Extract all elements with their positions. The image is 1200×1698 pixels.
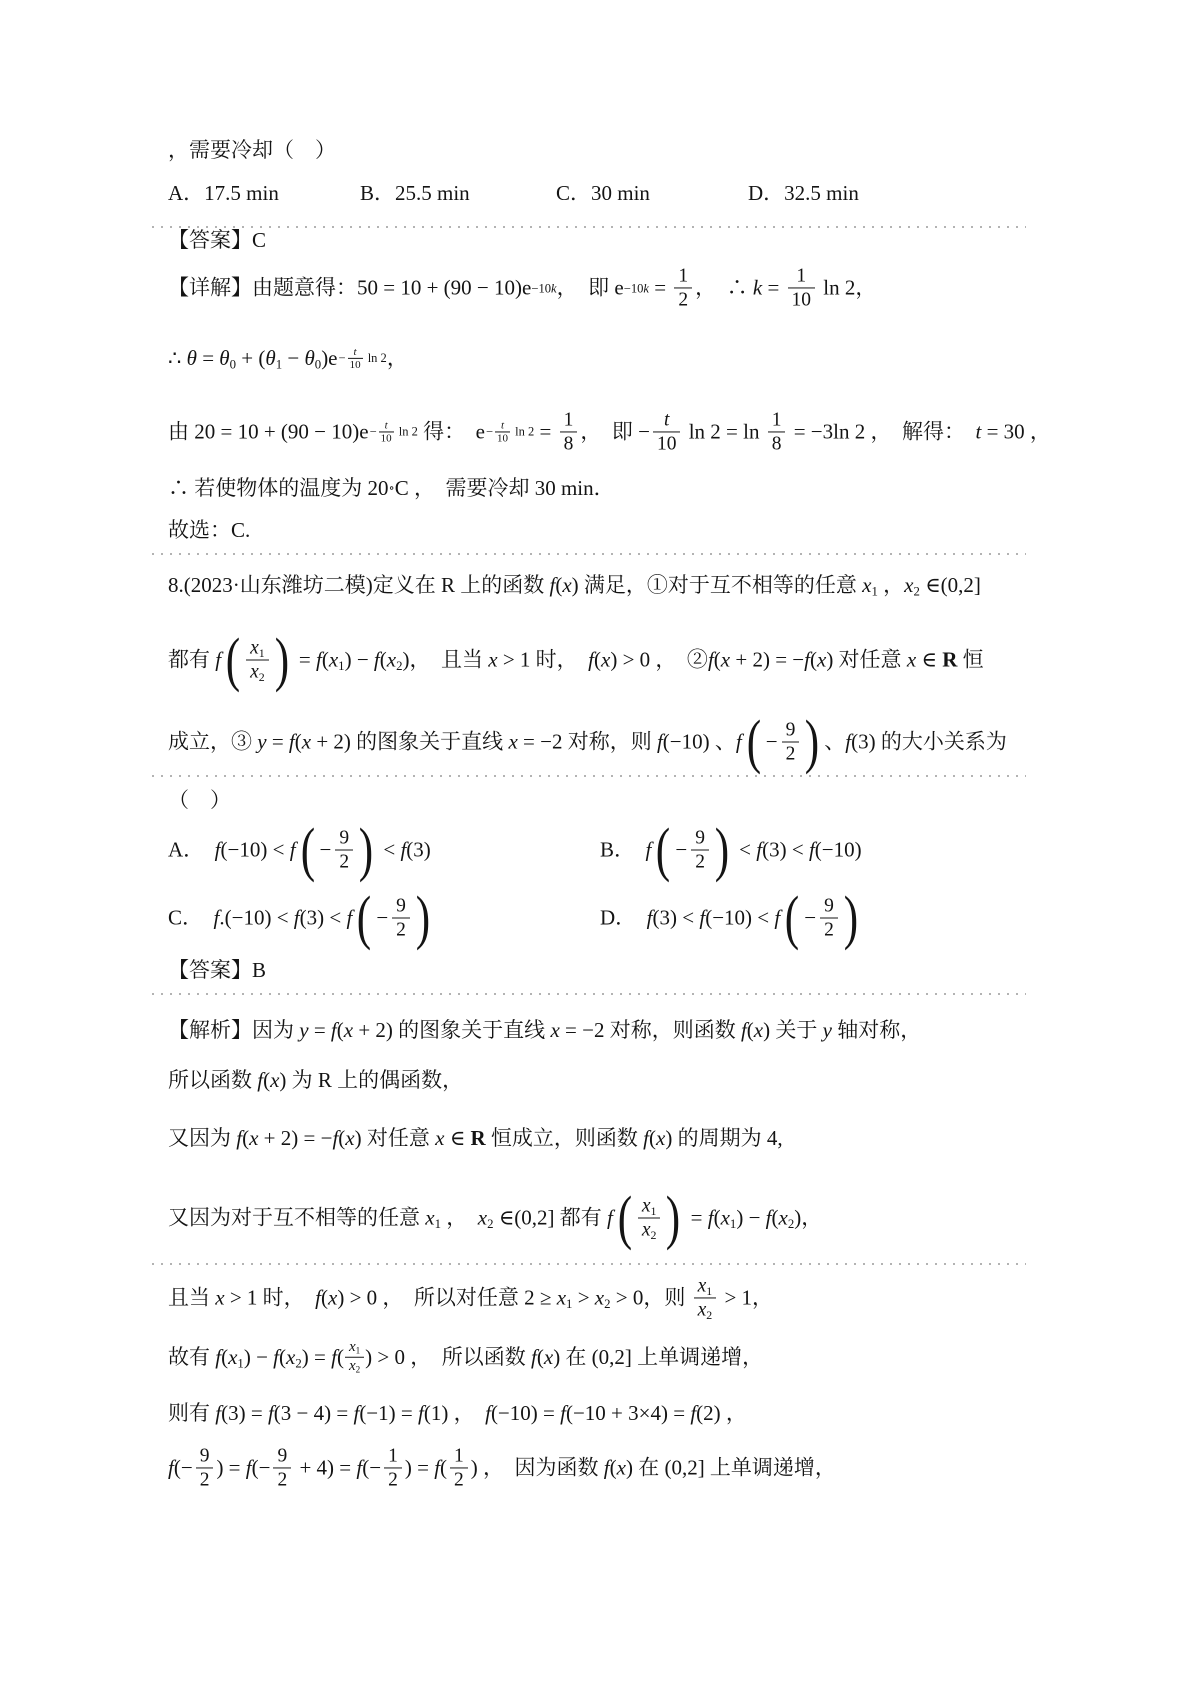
q7-explain-4: ∴ 若使物体的温度为 20 ∘ C ， 需要冷却 30 min． xyxy=(168,475,615,500)
text-run: D． f(3) < f(−10) < f xyxy=(600,905,781,930)
q8-analysis-3 xyxy=(168,1125,783,1151)
fraction: $\frac{1}{2}$ xyxy=(450,1445,468,1490)
text-run: A．17.5 min xyxy=(168,180,279,205)
text-run: 又因为 f(x + 2) = −f(x) 对任意 x ∈ R 恒成立，则函数 f(x) 的周期为 4, xyxy=(168,1125,783,1150)
q7-option-b xyxy=(360,180,470,206)
text-run: < f(3) < f(−10) xyxy=(733,837,862,862)
text-run: B． f xyxy=(600,837,652,862)
parenthesized-fraction xyxy=(782,884,861,951)
big-left-paren: ( xyxy=(785,884,800,951)
q8-stem-4 xyxy=(168,787,231,813)
text-run: ， 即 e xyxy=(556,275,624,300)
q7-stem-tail xyxy=(168,137,336,163)
text-run: = $f(x_1) - f(x_2)$， 且当 x > 1 时， f(x) > 0 ， ②f(x + 2) = −f(x) 对任意 x ∈ R 恒 xyxy=(293,647,984,674)
text-run: C．30 min xyxy=(556,180,650,205)
text-run: 【详解】由题意得：50 = 10 + (90 − 10)e xyxy=(168,275,532,300)
text-run: ln 2， xyxy=(818,275,877,300)
text-run: > 1， xyxy=(719,1285,774,1310)
fraction-sign: − xyxy=(376,905,389,930)
q8-analysis-1 xyxy=(168,1017,921,1043)
q8-stem-2 xyxy=(168,626,984,693)
fraction: $\frac{1}{8}$ xyxy=(768,409,786,454)
big-left-paren: ( xyxy=(225,626,241,693)
big-right-paren: ) xyxy=(843,884,858,951)
text-run: D．32.5 min xyxy=(748,180,859,205)
q8-analysis-8 xyxy=(168,1445,836,1490)
text-run: 【答案】B xyxy=(168,957,267,982)
dotted-separator-2 xyxy=(152,553,1026,555)
text-run: 、f(3) 的大小关系为 xyxy=(824,729,1007,754)
q7-answer xyxy=(168,227,266,253)
q8-option-d xyxy=(600,884,863,951)
fraction: $\frac{t}{10}$ xyxy=(380,419,392,445)
text-run: 【答案】C xyxy=(168,227,267,252)
q7-explain-1: 【详解】由题意得：50 = 10 + (90 − 10)e −10k ， 即 e −10k = $\frac{1}{2}$ ， ∴ k = $\frac{1}{10}$ ln 2， xyxy=(168,265,877,311)
q7-explain-2 xyxy=(168,345,408,371)
text-run: ) = f(− xyxy=(216,1455,271,1480)
dotted-separator-5 xyxy=(152,1263,1026,1265)
fraction: $\frac{9}{2}$ xyxy=(691,827,709,872)
parenthesized-fraction xyxy=(354,884,433,951)
text-run: 则有 f(3) = f(3 − 4) = f(−1) = f(1) ， f(−10) = f(−10 + 3×4) = f(2) ， xyxy=(168,1400,747,1425)
q8-option-c xyxy=(168,884,435,951)
dotted-separator-3 xyxy=(152,775,1026,777)
text-run: < f(3) xyxy=(378,837,431,862)
text-run: 都有 f xyxy=(168,647,222,672)
text-run: ln 2 = ln xyxy=(683,419,765,444)
q8-analysis-2 xyxy=(168,1067,463,1093)
dotted-separator-1 xyxy=(152,226,1026,228)
q8-answer xyxy=(168,957,266,983)
text-run: 8.(2023·山东潍坊二模)定义在 R 上的函数 f(x) 满足，①对于互不相等的任意 $x_1$ ，$x_2$ ∈(0,2] xyxy=(168,572,981,599)
q8-analysis-4 xyxy=(168,1184,823,1251)
fraction: $\frac{x_1}{x_2}$ xyxy=(694,1275,717,1320)
big-left-paren: ( xyxy=(746,708,761,775)
text-run: B．25.5 min xyxy=(360,180,470,205)
q7-option-c xyxy=(556,180,650,206)
text-run: 故选：C. xyxy=(168,517,251,542)
q7-option-a xyxy=(168,180,279,206)
big-left-paren: ( xyxy=(656,816,671,883)
text-run: 成立，③ y = f(x + 2) 的图象关于直线 x = −2 对称，则 f(−10) 、f xyxy=(168,729,742,754)
q7-choice xyxy=(168,517,250,543)
q8-analysis-6 xyxy=(168,1340,763,1375)
text-run: A． f(−10) < f xyxy=(168,837,296,862)
q7-option-d xyxy=(748,180,859,206)
q8-option-b xyxy=(600,816,862,883)
text-run: = xyxy=(534,419,557,444)
fraction: $\frac{9}{2}$ xyxy=(392,895,410,940)
text-run: ) = f( xyxy=(404,1455,448,1480)
text-run: 又因为对于互不相等的任意 $x_1$ ， $x_2$ ∈(0,2] 都有 f xyxy=(168,1205,613,1232)
q7-explain-3 xyxy=(168,409,1051,454)
fraction-sign: − xyxy=(804,905,817,930)
fraction: $\frac{9}{2}$ xyxy=(782,719,800,764)
fraction: $\frac{x_1}{x_2}$ xyxy=(638,1195,661,1240)
fraction-sign: − xyxy=(675,837,688,862)
text-run: = −3ln 2 ， 解得： t = 30 ， xyxy=(788,419,1051,444)
fraction: $\frac{1}{2}$ xyxy=(384,1445,402,1490)
exponent-with-fraction: − $\frac{t}{10}$ ln 2 xyxy=(338,345,387,371)
fraction-sign: − xyxy=(765,729,778,754)
text-run: ， 即 − xyxy=(580,419,650,444)
q8-stem-3 xyxy=(168,708,1007,775)
text-run: 故有 $f(x_1) - f(x_2) = f$( xyxy=(168,1344,344,1371)
big-right-paren: ) xyxy=(805,708,820,775)
big-right-paren: ) xyxy=(274,626,289,693)
text-run: + 4) = f(− xyxy=(294,1455,382,1480)
fraction-sign: − xyxy=(319,837,332,862)
fraction: $\frac{9}{2}$ xyxy=(273,1445,291,1490)
parenthesized-fraction xyxy=(653,816,732,883)
text-run: （ ） xyxy=(168,787,231,812)
parenthesized-fraction xyxy=(298,816,377,883)
fraction: $\frac{x_1}{x_2}$ xyxy=(345,1340,364,1375)
q8-option-a xyxy=(168,816,431,883)
text-run: 由 20 = 10 + (90 − 10)e xyxy=(168,419,369,444)
fraction: $\frac{1}{2}$ xyxy=(674,265,692,310)
text-run: = xyxy=(649,275,672,300)
text-run: ，需要冷却（ ） xyxy=(168,137,336,162)
big-right-paren: ) xyxy=(358,816,374,883)
big-left-paren: ( xyxy=(357,884,372,951)
text-run: ∴ $\theta = \theta_0 + (\theta_1 - \theta_0)e$ xyxy=(168,345,338,372)
text-run: ， xyxy=(386,345,408,370)
fraction: $\frac{t}{10}$ xyxy=(497,419,509,445)
text-run: f(− xyxy=(168,1455,193,1480)
text-run: 得： e xyxy=(417,419,485,444)
fraction: $\frac{9}{2}$ xyxy=(820,895,838,940)
text-run: C． f.(−10) < f(3) < f xyxy=(168,905,353,930)
text-run: ， ∴ k = xyxy=(695,275,785,300)
text-run: 且当 x > 1 时， f(x) > 0 ， 所以对任意 $2 \ge x_1 > x_2 > 0$，则 xyxy=(168,1285,691,1312)
big-right-paren: ) xyxy=(415,884,431,951)
fraction: $\frac{9}{2}$ xyxy=(335,827,353,872)
fraction: $\frac{1}{8}$ xyxy=(560,409,578,454)
q8-analysis-5 xyxy=(168,1275,773,1320)
text-run: 【解析】因为 y = f(x + 2) 的图象关于直线 x = −2 对称，则函数 f(x) 关于 y 轴对称， xyxy=(168,1017,922,1042)
text-run: C ， 需要冷却 30 min． xyxy=(394,475,615,500)
exponent-with-fraction: − $\frac{t}{10}$ ln 2 xyxy=(369,419,418,445)
text-run: = $f(x_1) - f(x_2)$， xyxy=(685,1205,823,1232)
parenthesized-fraction xyxy=(223,626,292,693)
text-run: ) ， 因为函数 f(x) 在 (0,2] 上单调递增， xyxy=(470,1455,836,1480)
q8-stem-1 xyxy=(168,572,981,598)
fraction: $\frac{t}{10}$ xyxy=(653,409,681,454)
fraction: $\frac{9}{2}$ xyxy=(196,1445,214,1490)
q8-analysis-7 xyxy=(168,1400,747,1426)
exponent-with-fraction: − $\frac{t}{10}$ ln 2 xyxy=(485,419,535,445)
big-right-paren: ) xyxy=(666,1184,681,1251)
fraction: $\frac{x_1}{x_2}$ xyxy=(246,637,269,682)
big-right-paren: ) xyxy=(714,816,730,883)
fraction: $\frac{1}{10}$ xyxy=(788,265,816,310)
parenthesized-fraction xyxy=(615,1184,684,1251)
dotted-separator-4 xyxy=(152,993,1026,995)
text-run: ∴ 若使物体的温度为 20 xyxy=(168,475,389,500)
text-run: 所以函数 f(x) 为 R 上的偶函数， xyxy=(168,1067,464,1092)
big-left-paren: ( xyxy=(617,1184,633,1251)
fraction: $\frac{t}{10}$ xyxy=(349,345,361,371)
text-run: ) > 0 ， 所以函数 f(x) 在 (0,2] 上单调递增， xyxy=(365,1344,764,1369)
parenthesized-fraction xyxy=(744,708,823,775)
big-left-paren: ( xyxy=(300,816,315,883)
